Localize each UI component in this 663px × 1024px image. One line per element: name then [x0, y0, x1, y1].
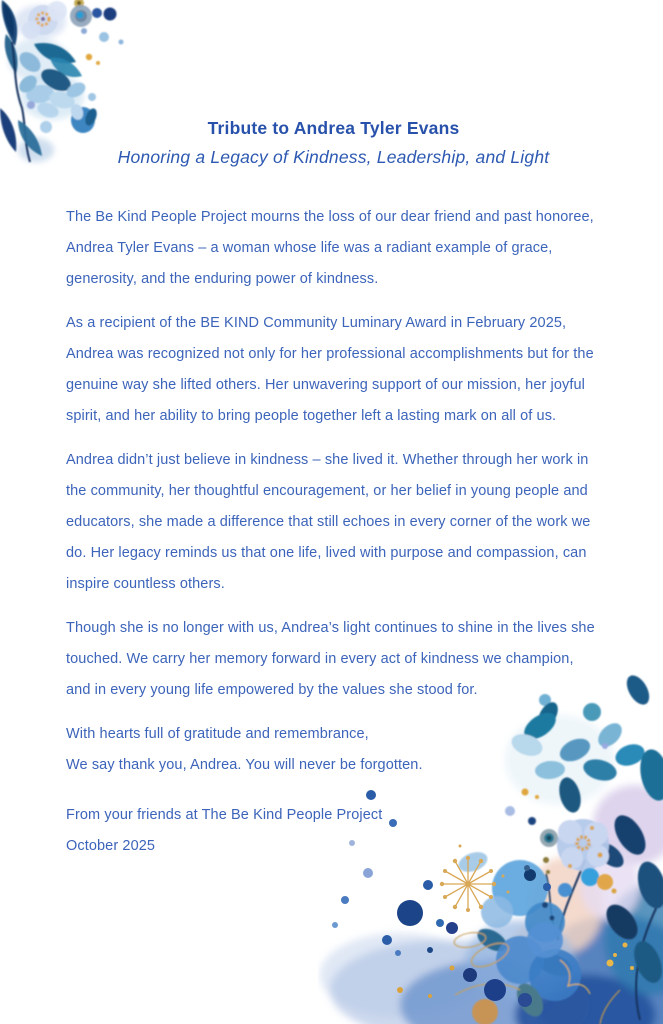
paragraph-opening: The Be Kind People Project mourns the loss of our dear friend and past honoree, Andrea Tyler Evans – a woman whose life was a radiant example of grace, generosity, and the enduring power of kindness.: [66, 209, 594, 287]
signature-line-date: October 2025: [66, 838, 156, 854]
page-title: Tribute to Andrea Tyler Evans: [207, 118, 460, 138]
signature-block: [66, 800, 601, 862]
gold-dandelion-spray: [442, 858, 494, 910]
paragraph-remembrance: Though she is no longer with us, Andrea’s light continues to shine in the lives she touched. We carry her memory forward in every act of kindness we champion, and in every young life empowered by the values she stood for.: [66, 620, 595, 698]
paragraph-legacy: Andrea didn’t just believe in kindness – she lived it. Whether through her work in the community, her thoughtful encouragement, or her belief in young people and educators, she made a difference that still echoes in every corner of the work we do. Her legacy reminds us that one life, lived with purpose and compassion, can inspire countless others.: [66, 452, 591, 592]
paragraph-award: As a recipient of the BE KIND Community Luminary Award in February 2025, Andrea was recognized not only for her professional accomplishments but for the genuine way she lifted others. Her unwavering support of our mission, her joyful spirit, and her ability to bring people together left a lasting mark on all of us.: [66, 315, 594, 424]
page-subtitle: Honoring a Legacy of Kindness, Leadership, and Light: [117, 147, 550, 167]
tribute-content: [66, 0, 601, 862]
closing-block: [66, 719, 601, 781]
signature-line-from: From your friends at The Be Kind People Project: [66, 807, 383, 823]
closing-line-1: With hearts full of gratitude and remembrance,: [66, 726, 369, 742]
closing-line-2: We say thank you, Andrea. You will never be forgotten.: [66, 757, 423, 773]
